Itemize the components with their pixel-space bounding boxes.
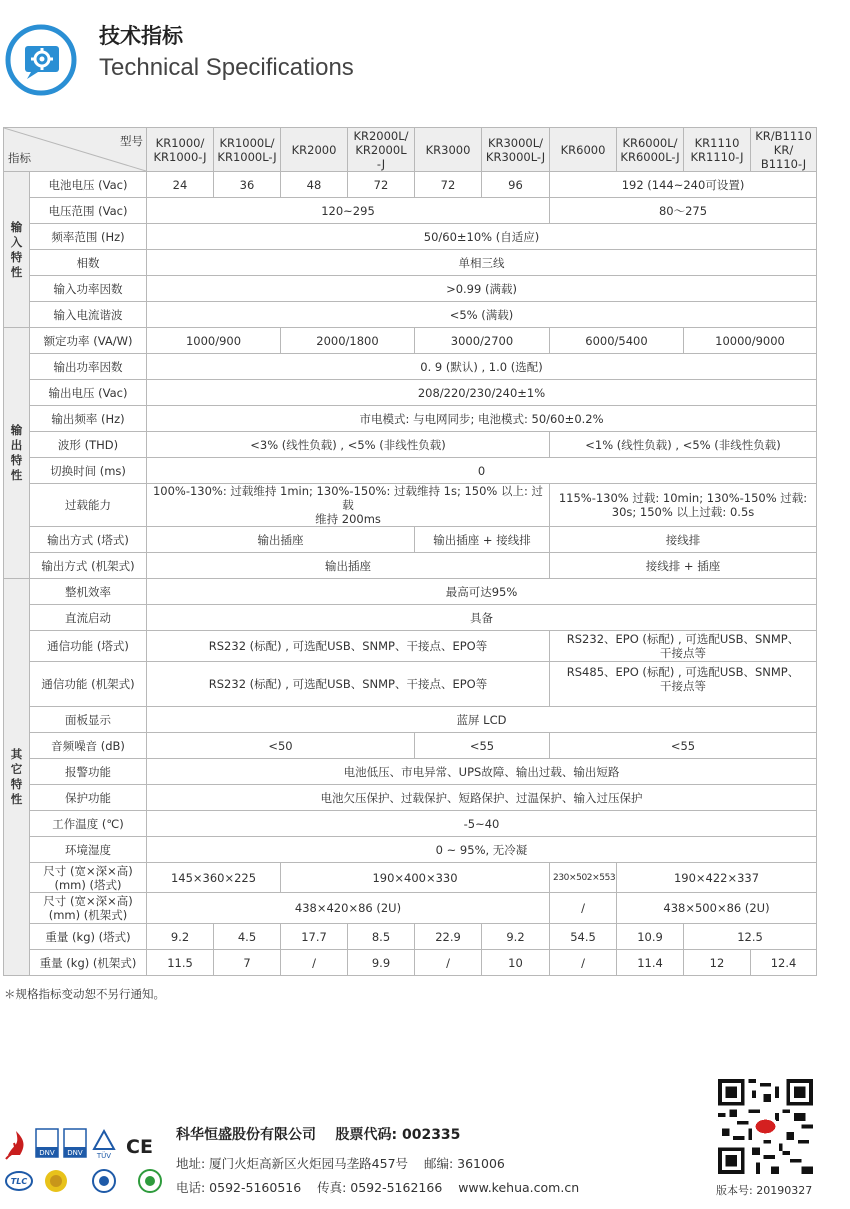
cell: 11.4 xyxy=(617,950,684,976)
cell: 输出插座 xyxy=(147,553,550,579)
cell: 市电模式: 与电网同步; 电池模式: 50/60±0.2% xyxy=(147,406,817,432)
svg-text:DNV: DNV xyxy=(67,1149,83,1157)
table-row xyxy=(4,250,817,276)
table-header-row xyxy=(4,128,817,172)
page-title-cn: 技术指标 xyxy=(99,24,183,48)
row-label: 尺寸 (宽×深×高) (mm) (塔式) xyxy=(30,863,147,893)
table-row xyxy=(4,302,817,328)
svg-text:DNV: DNV xyxy=(39,1149,55,1157)
contact-line: 电话: 0592-5160516 传真: 0592-5162166 www.kehua.com.cn xyxy=(176,1180,580,1195)
cell: -5~40 xyxy=(147,811,817,837)
table-row xyxy=(4,276,817,302)
cell: 50/60±10% (自适应) xyxy=(147,224,817,250)
cell: 10000/9000 xyxy=(684,328,817,354)
row-label: 通信功能 (机架式) xyxy=(30,662,147,707)
cell: 输出插座 xyxy=(147,527,415,553)
row-label: 整机效率 xyxy=(30,579,147,605)
table-row xyxy=(4,631,817,662)
cell: 具备 xyxy=(147,605,817,631)
table-row xyxy=(4,198,817,224)
cell: >0.99 (满载) xyxy=(147,276,817,302)
table-row xyxy=(4,605,817,631)
cell: 接线排 xyxy=(550,527,817,553)
table-row xyxy=(4,380,817,406)
settings-gear-icon xyxy=(5,24,77,96)
website-link: www.kehua.com.cn xyxy=(458,1180,580,1195)
cell: 100%-130%: 过载维持 1min; 130%-150%: 过载维持 1s; 150% 以上: 过载 维持 200ms xyxy=(147,484,550,527)
cell: 24 xyxy=(147,172,214,198)
cell: 72 xyxy=(415,172,482,198)
row-label: 波形 (THD) xyxy=(30,432,147,458)
certification-logos xyxy=(4,1125,164,1197)
cell: 190×422×337 xyxy=(617,863,817,893)
table-row xyxy=(4,950,817,976)
table-row xyxy=(4,863,817,893)
cell: 48 xyxy=(281,172,348,198)
cell: 230×502×553 xyxy=(550,863,617,893)
cell: RS485、EPO (标配) , 可选配USB、SNMP、 干接点等 xyxy=(550,662,817,707)
cell: 96 xyxy=(482,172,550,198)
table-row xyxy=(4,924,817,950)
row-label: 输出功率因数 xyxy=(30,354,147,380)
row-label: 额定功率 (VA/W) xyxy=(30,328,147,354)
table-row xyxy=(4,837,817,863)
cell: RS232、EPO (标配) , 可选配USB、SNMP、 干接点等 xyxy=(550,631,817,662)
cell: 电池低压、市电异常、UPS故障、输出过载、输出短路 xyxy=(147,759,817,785)
row-label: 工作温度 (℃) xyxy=(30,811,147,837)
table-row xyxy=(4,172,817,198)
row-label: 重量 (kg) (塔式) xyxy=(30,924,147,950)
row-label: 直流启动 xyxy=(30,605,147,631)
group-other: 其它特性 xyxy=(4,579,30,976)
row-label: 报警功能 xyxy=(30,759,147,785)
table-row xyxy=(4,662,817,707)
spec-note: ＊规格指标变动恕不另行通知。 xyxy=(4,987,165,1001)
row-label: 切换时间 (ms) xyxy=(30,458,147,484)
model-header: KR3000L/ KR3000L-J xyxy=(482,128,550,172)
table-row xyxy=(4,354,817,380)
cell: 输出插座 + 接线排 xyxy=(415,527,550,553)
row-label: 输出方式 (机架式) xyxy=(30,553,147,579)
cell: <50 xyxy=(147,733,415,759)
row-label: 相数 xyxy=(30,250,147,276)
cell: <55 xyxy=(550,733,817,759)
cell: 54.5 xyxy=(550,924,617,950)
cell: 36 xyxy=(214,172,281,198)
cell: 0 xyxy=(147,458,817,484)
group-input: 输入特性 xyxy=(4,172,30,328)
cell: 电池欠压保护、过载保护、短路保护、过温保护、输入过压保护 xyxy=(147,785,817,811)
cell: <5% (满载) xyxy=(147,302,817,328)
dnv-cert-icon xyxy=(64,1129,86,1157)
corner-model-label: 型号 xyxy=(120,134,143,148)
model-header: KR6000L/ KR6000L-J xyxy=(617,128,684,172)
row-label: 输出频率 (Hz) xyxy=(30,406,147,432)
row-label: 电压范围 (Vac) xyxy=(30,198,147,224)
row-label: 频率范围 (Hz) xyxy=(30,224,147,250)
table-row xyxy=(4,432,817,458)
table-corner xyxy=(4,128,147,172)
cell: <55 xyxy=(415,733,550,759)
cell: RS232 (标配) , 可选配USB、SNMP、干接点、EPO等 xyxy=(147,662,550,707)
flame-logo-icon xyxy=(6,1131,23,1159)
model-header: KR2000L/ KR2000L -J xyxy=(348,128,415,172)
table-row xyxy=(4,328,817,354)
cell: 单相三线 xyxy=(147,250,817,276)
table-row xyxy=(4,579,817,605)
cell: 120~295 xyxy=(147,198,550,224)
row-label: 环境湿度 xyxy=(30,837,147,863)
cell: 12 xyxy=(684,950,751,976)
version-number: 版本号: 20190327 xyxy=(716,1184,813,1197)
cell: 115%-130% 过载: 10min; 130%-150% 过载: 30s; 150% 以上过载: 0.5s xyxy=(550,484,817,527)
table-row xyxy=(4,484,817,527)
cell: 72 xyxy=(348,172,415,198)
row-label: 保护功能 xyxy=(30,785,147,811)
model-header: KR3000 xyxy=(415,128,482,172)
cell: / xyxy=(281,950,348,976)
row-label: 输出电压 (Vac) xyxy=(30,380,147,406)
cell: / xyxy=(550,950,617,976)
qr-code-icon xyxy=(718,1079,813,1174)
cell: 9.2 xyxy=(147,924,214,950)
cell: 22.9 xyxy=(415,924,482,950)
cell: <3% (线性负载) , <5% (非线性负载) xyxy=(147,432,550,458)
cell: 蓝屏 LCD xyxy=(147,707,817,733)
row-label: 过载能力 xyxy=(30,484,147,527)
dnv-cert-icon xyxy=(36,1129,58,1157)
cell: 2000/1800 xyxy=(281,328,415,354)
cell: 10.9 xyxy=(617,924,684,950)
cell: 80～275 xyxy=(550,198,817,224)
svg-text:TÜV: TÜV xyxy=(96,1152,112,1160)
cell: 3000/2700 xyxy=(415,328,550,354)
cell: 12.5 xyxy=(684,924,817,950)
table-row xyxy=(4,759,817,785)
company-line: 科华恒盛股份有限公司 股票代码: 002335 xyxy=(176,1127,461,1143)
cell: 6000/5400 xyxy=(550,328,684,354)
cell: 8.5 xyxy=(348,924,415,950)
cell: 最高可达95% xyxy=(147,579,817,605)
cell: 接线排 + 插座 xyxy=(550,553,817,579)
cell: 145×360×225 xyxy=(147,863,281,893)
spec-table xyxy=(3,127,817,976)
model-header: KR6000 xyxy=(550,128,617,172)
table-row xyxy=(4,811,817,837)
row-label: 通信功能 (塔式) xyxy=(30,631,147,662)
row-label: 重量 (kg) (机架式) xyxy=(30,950,147,976)
cell: 1000/900 xyxy=(147,328,281,354)
table-row xyxy=(4,785,817,811)
cell: 192 (144~240可设置) xyxy=(550,172,817,198)
corner-indicator-label: 指标 xyxy=(8,151,31,165)
row-label: 面板显示 xyxy=(30,707,147,733)
row-label: 输入电流谐波 xyxy=(30,302,147,328)
table-row xyxy=(4,733,817,759)
cell: 4.5 xyxy=(214,924,281,950)
row-label: 输入功率因数 xyxy=(30,276,147,302)
cell: / xyxy=(550,893,617,924)
table-row xyxy=(4,458,817,484)
page-title-en: Technical Specifications xyxy=(99,54,354,81)
table-row xyxy=(4,224,817,250)
group-output: 输出特性 xyxy=(4,328,30,579)
cell: 438×420×86 (2U) xyxy=(147,893,550,924)
row-label: 电池电压 (Vac) xyxy=(30,172,147,198)
cell: 0 ~ 95%, 无冷凝 xyxy=(147,837,817,863)
cell: <1% (线性负载) , <5% (非线性负载) xyxy=(550,432,817,458)
model-header: KR2000 xyxy=(281,128,348,172)
table-row xyxy=(4,553,817,579)
model-header: KR/B1110 KR/ B1110-J xyxy=(751,128,817,172)
ce-mark-icon: CE xyxy=(126,1136,153,1158)
cell: 17.7 xyxy=(281,924,348,950)
model-header: KR1000L/ KR1000L-J xyxy=(214,128,281,172)
cell: 438×500×86 (2U) xyxy=(617,893,817,924)
cell: 0. 9 (默认) , 1.0 (选配) xyxy=(147,354,817,380)
svg-text:TLC: TLC xyxy=(10,1177,28,1186)
cell: 10 xyxy=(482,950,550,976)
table-row xyxy=(4,893,817,924)
table-row xyxy=(4,707,817,733)
row-label: 输出方式 (塔式) xyxy=(30,527,147,553)
row-label: 尺寸 (宽×深×高) (mm) (机架式) xyxy=(30,893,147,924)
table-row xyxy=(4,406,817,432)
table-row xyxy=(4,527,817,553)
cell: 190×400×330 xyxy=(281,863,550,893)
address-line: 地址: 厦门火炬高新区火炬园马垄路457号 邮编: 361006 xyxy=(176,1156,505,1171)
tlc-cert-icon xyxy=(6,1172,32,1190)
cell: RS232 (标配) , 可选配USB、SNMP、干接点、EPO等 xyxy=(147,631,550,662)
model-header: KR1110 KR1110-J xyxy=(684,128,751,172)
cell: / xyxy=(415,950,482,976)
tuv-cert-icon xyxy=(94,1131,114,1160)
cell: 9.2 xyxy=(482,924,550,950)
cell: 11.5 xyxy=(147,950,214,976)
model-header: KR1000/ KR1000-J xyxy=(147,128,214,172)
cell: 208/220/230/240±1% xyxy=(147,380,817,406)
cell: 7 xyxy=(214,950,281,976)
row-label: 音频噪音 (dB) xyxy=(30,733,147,759)
cell: 9.9 xyxy=(348,950,415,976)
cell: 12.4 xyxy=(751,950,817,976)
